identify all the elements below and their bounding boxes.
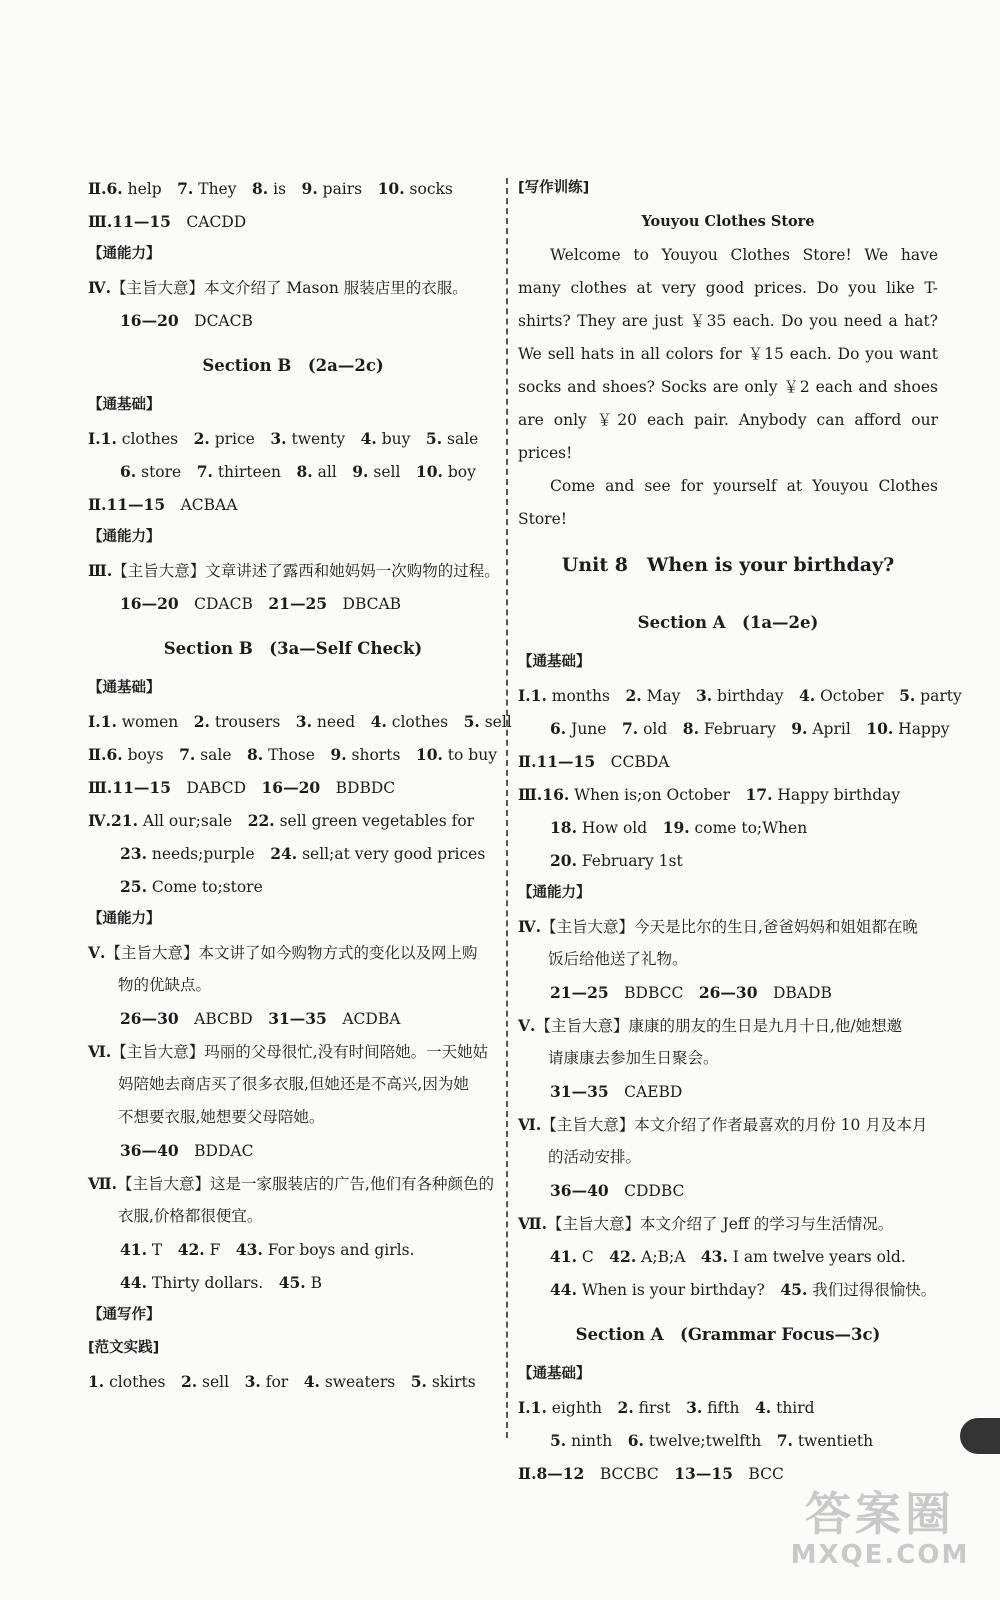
right-column — [518, 172, 962, 1490]
answer-line: 44. Thirty dollars. 45. B — [120, 1273, 322, 1292]
answer-line: Ⅱ.6. boys 7. sale 8. Those 9. shorts 10. to buy — [88, 745, 497, 764]
section-tag: [范文实践] — [88, 1340, 160, 1356]
answer-line: 饭后给他送了礼物。 — [548, 950, 688, 968]
essay-paragraph: Welcome to Youyou Clothes Store! We have many clothes at very good prices. Do you like T-shirts? They are just ￥35 each. Do you need a hat? We sell hats in all colors for ￥15 each. Do you want socks and shoes? Socks are only ￥2 each and shoes are only ￥20 each pair. Anybody can afford our prices! — [518, 246, 938, 462]
answer-line: Ⅱ.11—15 CCBDA — [518, 752, 670, 771]
answer-line: Ⅶ.【主旨大意】这是一家服装店的广告,他们有各种颜色的 — [88, 1174, 494, 1193]
column-divider — [506, 178, 508, 1438]
answer-line: Ⅲ.11—15 DABCD 16—20 BDBDC — [88, 778, 396, 797]
section-tag: 【通基础】 — [88, 397, 161, 413]
answer-line: 5. ninth 6. twelve;twelfth 7. twentieth — [550, 1431, 874, 1450]
answer-line: 23. needs;purple 24. sell;at very good prices — [120, 844, 486, 863]
answer-line: 21—25 BDBCC 26—30 DBADB — [550, 983, 832, 1002]
section-heading: Section A (1a—2e) — [637, 613, 819, 632]
answer-line: 1. clothes 2. sell 3. for 4. sweaters 5. skirts — [88, 1372, 476, 1391]
section-heading: Section B (2a—2c) — [202, 356, 384, 375]
watermark-logo — [780, 1488, 980, 1580]
answer-line: Ⅲ.【主旨大意】文章讲述了露西和她妈妈一次购物的过程。 — [88, 561, 500, 580]
answer-line: 25. Come to;store — [120, 877, 263, 896]
answer-line: 物的优缺点。 — [118, 976, 212, 994]
section-tag: 【通能力】 — [88, 246, 161, 262]
answer-line: Ⅰ.1. eighth 2. first 3. fifth 4. third — [518, 1398, 815, 1417]
answer-line: Ⅵ.【主旨大意】本文介绍了作者最喜欢的月份 10 月及本月 — [518, 1115, 928, 1134]
watermark-url: MXQE.COM — [790, 1540, 970, 1570]
section-tag: 【通能力】 — [518, 885, 591, 901]
answer-line: Ⅰ.1. women 2. trousers 3. need 4. clothes 5. sell — [88, 712, 512, 731]
section-tag: 【通基础】 — [88, 680, 161, 696]
answer-line: Ⅰ.1. months 2. May 3. birthday 4. October 5. party — [518, 686, 962, 705]
answer-line: Ⅲ.16. When is;on October 17. Happy birthday — [518, 785, 901, 804]
answer-line: 20. February 1st — [550, 851, 683, 870]
answer-line: 41. C 42. A;B;A 43. I am twelve years old. — [550, 1247, 906, 1266]
answer-line: 妈陪她去商店买了很多衣服,但她还是不高兴,因为她 — [118, 1075, 469, 1093]
section-tag: [写作训练] — [518, 180, 590, 196]
answer-line: Ⅵ.【主旨大意】玛丽的父母很忙,没有时间陪她。一天她姑 — [88, 1042, 489, 1061]
answer-line: Ⅳ.【主旨大意】本文介绍了 Mason 服装店里的衣服。 — [88, 278, 468, 297]
answer-line: 6. store 7. thirteen 8. all 9. sell 10. boy — [120, 462, 476, 481]
section-tag: 【通能力】 — [88, 529, 161, 545]
answer-line: Ⅱ.11—15 ACBAA — [88, 495, 238, 514]
answer-line: 请康康去参加生日聚会。 — [548, 1049, 719, 1067]
answer-line: Ⅱ.8—12 BCCBC 13—15 BCC — [518, 1464, 784, 1483]
answer-line: 18. How old 19. come to;When — [550, 818, 808, 837]
answer-line: Ⅲ.11—15 CACDD — [88, 212, 247, 231]
answer-line: 16—20 CDACB 21—25 DBCAB — [120, 594, 402, 613]
answer-line: 36—40 BDDAC — [120, 1141, 254, 1160]
answer-line: Ⅰ.1. clothes 2. price 3. twenty 4. buy 5. sale — [88, 429, 479, 448]
answer-line: 不想要衣服,她想要父母陪她。 — [118, 1108, 325, 1126]
answer-line: 衣服,价格都很便宜。 — [118, 1207, 263, 1225]
section-heading: Section A (Grammar Focus—3c) — [575, 1325, 881, 1344]
section-tag: 【通基础】 — [518, 1366, 591, 1382]
left-column — [88, 172, 512, 1398]
answer-line: Ⅶ.【主旨大意】本文介绍了 Jeff 的学习与生活情况。 — [518, 1214, 894, 1233]
watermark-text: 答案圈 — [805, 1487, 955, 1541]
answer-line: Ⅴ.【主旨大意】康康的朋友的生日是九月十日,他/她想邀 — [518, 1016, 903, 1035]
answer-line: 的活动安排。 — [548, 1148, 642, 1166]
essay-paragraph: Come and see for yourself at Youyou Clothes Store! — [518, 477, 938, 528]
page-number-tab — [960, 1418, 1000, 1454]
section-heading: Section B (3a—Self Check) — [163, 639, 423, 658]
unit-heading: Unit 8 When is your birthday? — [561, 554, 895, 576]
section-tag: 【通写作】 — [88, 1307, 161, 1323]
answer-line: 31—35 CAEBD — [550, 1082, 683, 1101]
answer-line: 44. When is your birthday? 45. 我们过得很愉快。 — [550, 1280, 937, 1299]
answer-line: 6. June 7. old 8. February 9. April 10. Happy — [550, 719, 950, 738]
answer-line: 16—20 DCACB — [120, 311, 253, 330]
section-tag: 【通能力】 — [88, 911, 161, 927]
answer-line: Ⅳ.【主旨大意】今天是比尔的生日,爸爸妈妈和姐姐都在晚 — [518, 917, 918, 936]
essay-title: Youyou Clothes Store — [641, 213, 815, 230]
answer-line: Ⅳ.21. All our;sale 22. sell green vegetables for — [88, 811, 475, 830]
answer-line: 41. T 42. F 43. For boys and girls. — [120, 1240, 415, 1259]
answer-line: 36—40 CDDBC — [550, 1181, 685, 1200]
answer-line: Ⅱ.6. help 7. They 8. is 9. pairs 10. socks — [88, 179, 453, 198]
answer-line: Ⅴ.【主旨大意】本文讲了如今购物方式的变化以及网上购 — [88, 943, 478, 962]
section-tag: 【通基础】 — [518, 654, 591, 670]
answer-line: 26—30 ABCBD 31—35 ACDBA — [120, 1009, 401, 1028]
